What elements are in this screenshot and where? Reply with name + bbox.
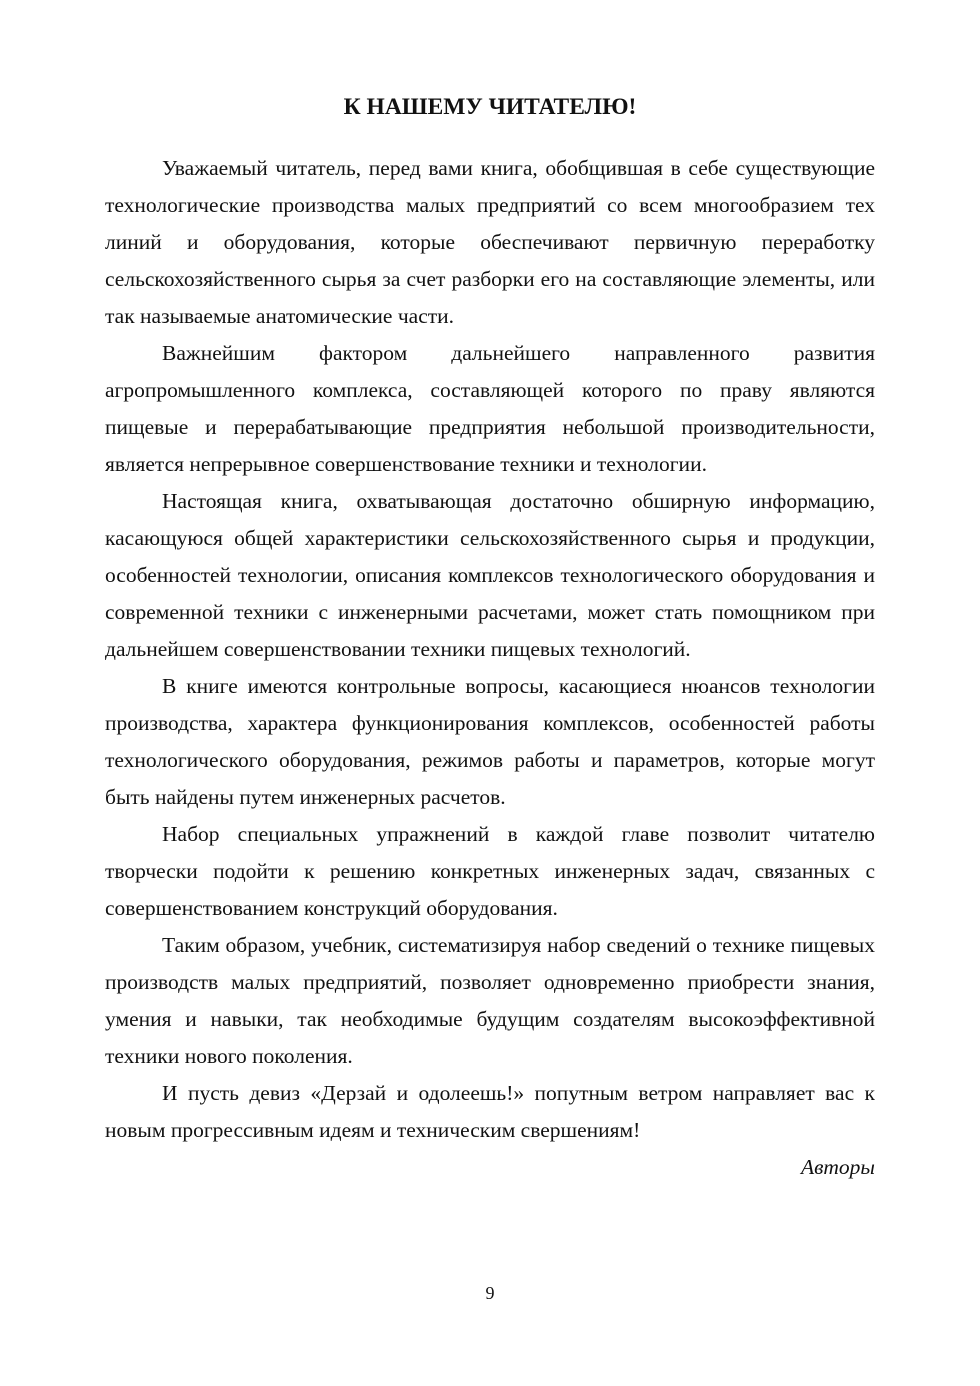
page-number: 9 (485, 1283, 495, 1303)
paragraph-7: И пусть девиз «Дерзай и одолеешь!» попутным ветром направляет вас к новым прогрессивным идеям и техническим свершениям! (105, 1081, 875, 1142)
paragraph-1: Уважаемый читатель, перед вами книга, обобщившая в себе существующие технологические производства малых предприятий со всем многообразием тех линий и оборудования, которые обеспечивают первичную переработку сельскохозяйственного сырья за счет разборки его на составляющие элементы, или так называемые анатомические части. (105, 156, 875, 328)
page-title: К НАШЕМУ ЧИТАТЕЛЮ! (343, 94, 637, 120)
signature: Авторы (800, 1155, 875, 1179)
paragraph-3: Настоящая книга, охватывающая достаточно обширную информацию, касающуюся общей характеристики сельскохозяйственного сырья и продукции, особенностей технологии, описания комплексов технологического оборудования и современной техники с инженерными расчетами, может стать помощником при дальнейшем совершенствовании техники пищевых технологий. (105, 489, 875, 661)
paragraph-2: Важнейшим фактором дальнейшего направленного развития агропромышленного комплекса, составляющей которого по праву являются пищевые и перерабатывающие предприятия небольшой производительности, является непрерывное совершенствование техники и технологии. (105, 341, 875, 476)
paragraph-5: Набор специальных упражнений в каждой главе позволит читателю творчески подойти к решению конкретных инженерных задач, связанных с совершенствованием конструкций оборудования. (105, 822, 875, 920)
body-text (105, 150, 875, 1186)
paragraph-4: В книге имеются контрольные вопросы, касающиеся нюансов технологии производства, характера функционирования комплексов, особенностей работы технологического оборудования, режимов работы и параметров, которые могут быть найдены путем инженерных расчетов. (105, 674, 875, 809)
paragraph-6: Таким образом, учебник, систематизируя набор сведений о технике пищевых производств малых предприятий, позволяет одновременно приобрести знания, умения и навыки, так необходимые будущим создателям высокоэффективной техники нового поколения. (105, 933, 875, 1068)
